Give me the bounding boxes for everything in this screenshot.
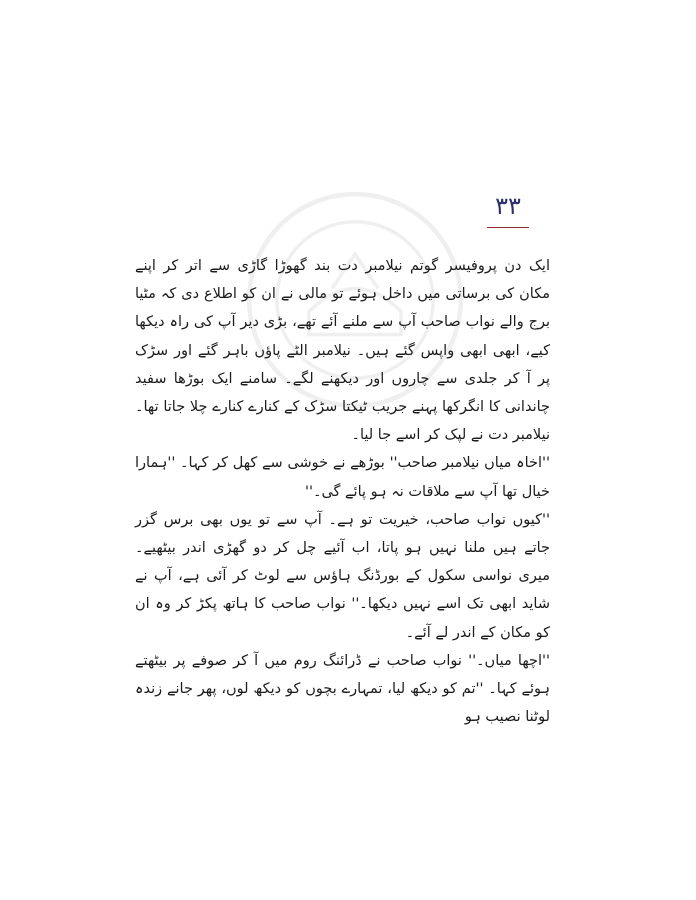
page-number: ۳۳ <box>495 192 521 220</box>
body-text <box>135 252 550 731</box>
paragraph-1: ایک دن پروفیسر گوتم نیلامبر دت بند گھوڑا گاڑی سے اتر کر اپنے مکان کی برساتی میں داخل ہوئے تو مالی نے ان کو اطلاع دی کہ مٹیا برج والے نواب صاحب آپ سے ملنے آئے تھے، بڑی دیر آپ کی راہ دیکھا کیے، ابھی ابھی واپس گئے ہیں۔ نیلامبر الٹے پاؤں باہر گئے اور سڑک پر آ کر جلدی سے چاروں اور دیکھنے لگے۔ سامنے ایک بوڑھا سفید چاندانی کا انگرکھا پہنے جریب ٹیکتا سڑک کے کنارے کنارے چلا جاتا تھا۔ نیلامبر دت نے لپک کر اسے جا لیا۔ <box>135 258 550 444</box>
page-number-underline <box>487 227 529 228</box>
paragraph-3: ''کیوں نواب صاحب، خیریت تو ہے۔ آپ سے تو یوں بھی برس گزر جاتے ہیں ملنا نہیں ہو پاتا، اب آئیے چل کر دو گھڑی اندر بیٹھیے۔ میری نواسی سکول کے بورڈنگ ہاؤس سے لوٹ کر آئی ہے، آپ نے شاید ابھی تک اسے نہیں دیکھا۔'' نواب صاحب کا ہاتھ پکڑ کر وہ ان کو مکان کے اندر لے آئے۔ <box>135 511 550 641</box>
paragraph-4: ''اچھا میاں۔'' نواب صاحب نے ڈرائنگ روم میں آ کر صوفے پر بیٹھتے ہوئے کہا۔ ''تم کو دیکھ لیا، تمہارے بچوں کو دیکھ لوں، پھر جانے زندہ لوٹنا نصیب ہو <box>135 652 550 726</box>
paragraph-2: ''اخاہ میاں نیلامبر صاحب'' بوڑھے نے خوشی سے کھل کر کہا۔ ''ہمارا خیال تھا آپ سے ملاقات نہ ہو پائے گی۔'' <box>135 455 550 500</box>
